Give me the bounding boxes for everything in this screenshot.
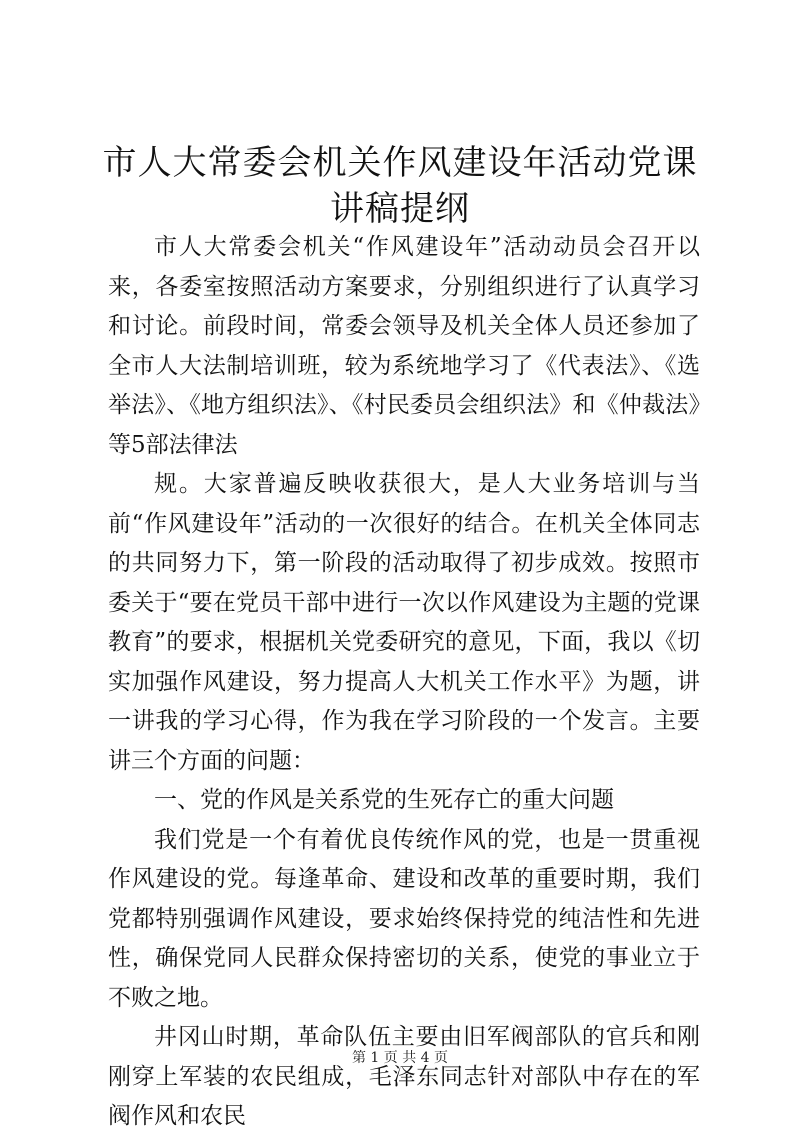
paragraph-2: 规。大家普遍反映收获很大，是人大业务培训与当前“作风建设年”活动的一次很好的结合。在机关全体同志的共同努力下，第一阶段的活动取得了初步成效。按照市委关于“要在党员干部中进行一次以作风建设为主题的党课教育”的要求，根据机关党委研究的意见，下面，我以《切实加强作风建设，努力提高人大机关工作水平》为题，讲一讲我的学习心得，作为我在学习阶段的一个发言。主要讲三个方面的问题： — [108, 471, 700, 774]
paragraph-3: 我们党是一个有着优良传统作风的党，也是一贯重视作风建设的党。每逢革命、建设和改革的重要时期，我们党都特别强调作风建设，要求始终保持党的纯洁性和先进性，确保党同人民群众保持密切的关系，使党的事业立于不败之地。 — [108, 826, 700, 1011]
paragraph-4: 井冈山时期，革命队伍主要由旧军阀部队的官兵和刚刚穿上军装的农民组成，毛泽东同志针对部队中存在的军阀作风和农民 — [108, 1024, 700, 1129]
document-body — [108, 228, 700, 1137]
page-number-footer: 第 1 页 共 4 页 — [351, 1050, 449, 1066]
paragraph-1: 市人大常委会机关“作风建设年”活动动员会召开以来，各委室按照活动方案要求，分别组织进行了认真学习和讨论。前段时间，常委会领导及机关全体人员还参加了全市人大法制培训班，较为系统地学习了《代表法》、《选举法》、《地方组织法》、《村民委员会组织法》和《仲裁法》等5部法律法 — [108, 234, 700, 458]
document-title: 市人大常委会机关作风建设年活动党课讲稿提纲 — [102, 143, 698, 229]
section-heading-1: 一、党的作风是关系党的生死存亡的重大问题 — [154, 787, 614, 813]
